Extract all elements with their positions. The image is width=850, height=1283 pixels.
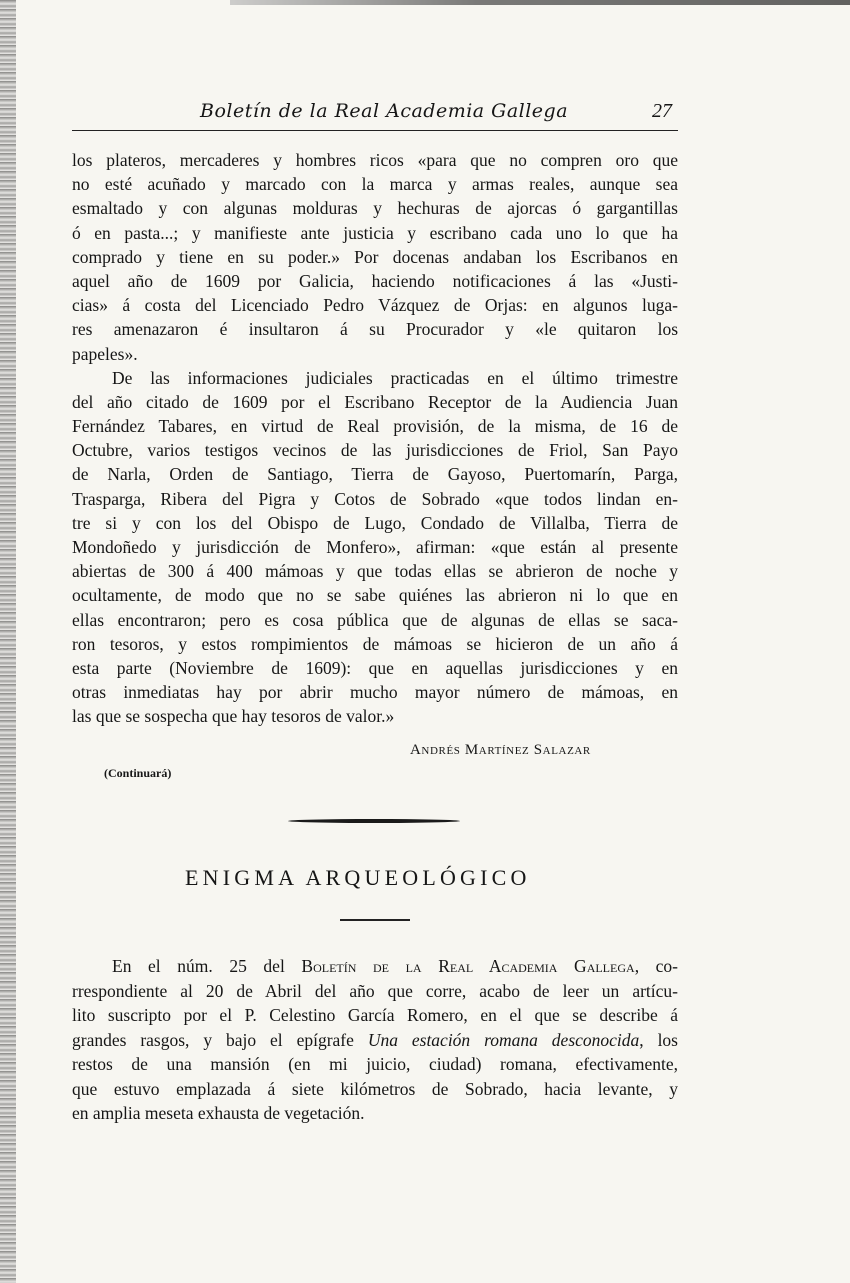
text-segment: , los [639,1029,678,1050]
text-line: cias» á costa del Licenciado Pedro Vázquez de Orjas: en algunos luga- [72,295,678,316]
text-line: ocultamente, de modo que no se sabe quiénes las abrieron ni lo que en [72,585,678,606]
text-line: esta parte (Noviembre de 1609): que en aquellas jurisdicciones y en [72,657,678,678]
text-line [72,954,678,979]
text-line: Trasparga, Ribera del Pigra y Cotos de Sobrado «que todos lindan en- [72,488,678,509]
journal-title: Boletín de la Real Academia Gallega [200,100,569,122]
text-line: del año citado de 1609 por el Escribano Receptor de la Audiencia Juan [72,391,678,412]
text-line: abiertas de 300 á 400 mámoas y que todas ellas se abrieron de noche y [72,561,678,582]
text-line: esmaltado y con algunas molduras y hechuras de ajorcas ó gargantillas [72,198,678,219]
article-title-italic: Una estación romana desconocida [367,1029,640,1050]
text-line: De las informaciones judiciales practicadas en el último trimestre [112,367,678,388]
scan-binding-edge [0,0,16,1283]
text-line: las que se sospecha que hay tesoros de valor.» [72,706,395,727]
text-line: Fernández Tabares, en virtud de Real provisión, de la misma, de 16 de [72,416,678,437]
text-line: ellas encontraron; pero es cosa pública que de algunas de ellas se saca- [72,609,678,630]
text-line: no esté acuñado y marcado con la marca y armas reales, aunque sea [72,174,678,195]
text-line: res amenazaron é insultaron á su Procurador y «le quitaron los [72,319,678,340]
scan-top-edge [230,0,850,5]
text-line: Octubre, varios testigos vecinos de las jurisdicciones de Friol, San Payo [72,440,678,461]
text-line: papeles». [72,343,138,364]
text-line [72,1028,678,1053]
title-underline [340,919,410,921]
text-line: de Narla, Orden de Santiago, Tierra de Gayoso, Puertomarín, Parga, [72,464,678,485]
text-line: tre si y con los del Obispo de Lugo, Condado de Villalba, Tierra de [72,512,678,533]
article-body-continued [72,148,678,729]
author-signature: Andrés Martínez Salazar [410,742,591,758]
text-line: lito suscripto por el P. Celestino García Romero, en el que se describe á [72,1005,678,1025]
text-line: ó en pasta...; y manifieste ante justicia y escribano cada uno lo que ha [72,222,678,243]
text-line: comprado y tiene en su poder.» Por docenas andaban los Escribanos en [72,246,678,267]
running-header [72,100,678,131]
section-title: ENIGMA ARQUEOLÓGICO [185,865,531,890]
text-line: aquel año de 1609 por Galicia, haciendo notificaciones á las «Justi- [72,270,678,291]
text-line: ron tesoros, y estos rompimientos de mámoas se hicieron de un año á [72,633,678,654]
text-line: otras inmediatas hay por abrir mucho mayor número de mámoas, en [72,682,678,703]
text-line: en amplia meseta exhausta de vegetación. [72,1103,365,1123]
section-divider [288,819,460,823]
journal-name-smallcaps: Boletín de la Real Academia Gallega [301,956,635,976]
text-line: restos de una mansión (en mi juicio, ciudad) romana, efectivamente, [72,1054,678,1074]
text-segment: En el núm. 25 del [112,956,302,976]
continued-note: (Continuará) [104,766,172,780]
text-line: los plateros, mercaderes y hombres ricos «para que no compren oro que [72,150,678,170]
page-number: 27 [652,100,672,122]
text-segment: , co- [634,956,679,976]
text-segment: grandes rasgos, y bajo el epígrafe [72,1029,368,1050]
text-line: que estuvo emplazada á siete kilómetros de Sobrado, hacia levante, y [72,1078,678,1099]
text-line: Mondoñedo y jurisdicción de Monfero», afirman: «que están al presente [72,537,678,557]
text-line: rrespondiente al 20 de Abril del año que corre, acabo de leer un artícu- [72,980,678,1001]
article-body-enigma [72,954,678,1126]
